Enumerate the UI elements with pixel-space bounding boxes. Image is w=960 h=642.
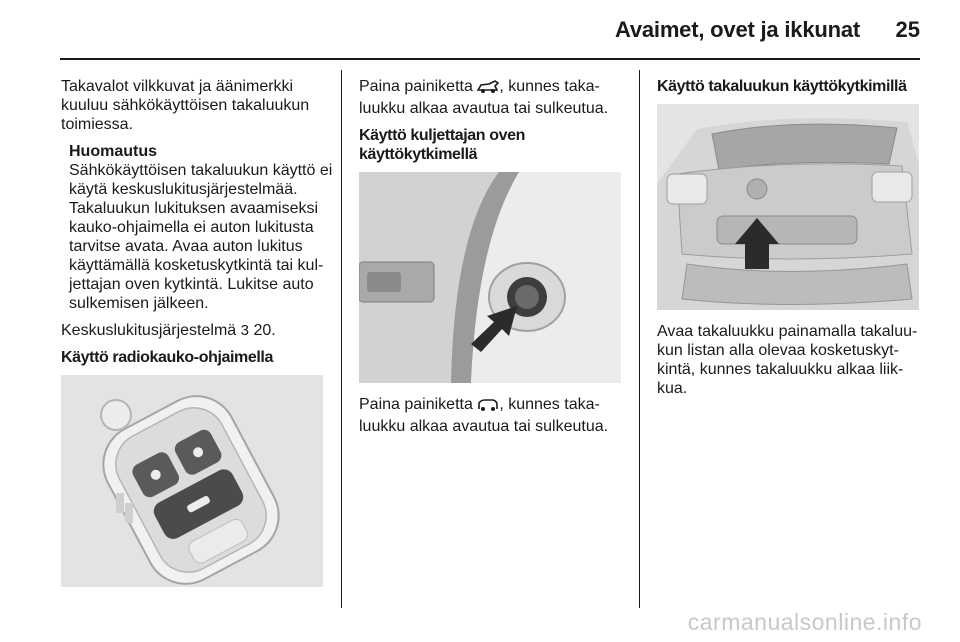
reference-text: Keskuslukitusjärjestelmä — [61, 322, 237, 339]
section-title: Avaimet, ovet ja ikkunat — [614, 17, 860, 42]
tailgate-switch-heading: Käyttö takaluukun käyttökytkimillä — [657, 78, 907, 95]
remote-control-heading: Käyttö radiokauko-ohjaimella — [61, 349, 273, 366]
instruction-after: , kunnes taka-luukku alkaa avautua tai sulkeutua. — [359, 396, 609, 435]
column-middle — [359, 77, 621, 444]
driver-door-heading: Käyttö kuljettajan oven käyttökytkimellä — [359, 127, 525, 163]
column-divider — [639, 70, 640, 608]
watermark: carmanualsonline.info — [687, 609, 922, 635]
tailgate-instruction: Avaa takaluukku painamalla takaluu-kun listan alla olevaa kosketuskyt-kintä, kunnes takaluukku alkaa liik-kua. — [657, 323, 918, 397]
note-box — [61, 142, 337, 313]
remote-instruction — [359, 77, 621, 118]
instruction-after: , kunnes taka-luukku alkaa avautua tai sulkeutua. — [359, 78, 609, 117]
column-left — [61, 77, 337, 587]
door-switch-instruction — [359, 395, 621, 436]
car-trunk-switch-icon — [477, 398, 499, 417]
column-right — [657, 77, 922, 406]
note-text: Sähkökäyttöisen takaluukun käyttö ei käytä keskuslukitusjärjestelmää. Takaluukun lukituksen avaamiseksi kauko-ohjaimella ei auton lukitusta tarvitse avata. Avaa auton lukitus käyttämällä kosketuskytkintä tai kul-jettajan oven kytkintä. Lukitse auto sulkemisen jälkeen. — [69, 162, 333, 312]
instruction-before: Paina painiketta — [359, 78, 473, 95]
instruction-before: Paina painiketta — [359, 396, 473, 413]
page-number: 25 — [895, 17, 920, 42]
column-divider — [341, 70, 342, 608]
cross-reference — [61, 321, 337, 340]
header-divider — [60, 58, 920, 60]
intro-paragraph: Takavalot vilkkuvat ja äänimerkki kuuluu sähkökäyttöisen takaluukun toimiessa. — [61, 78, 310, 133]
reference-arrow-icon: 3 — [240, 322, 249, 339]
remote-key-illustration — [61, 375, 323, 587]
reference-page[interactable]: 20. — [253, 322, 276, 339]
tailgate-switch-illustration — [657, 104, 919, 310]
note-title: Huomautus — [69, 143, 157, 160]
car-trunk-open-icon — [477, 80, 499, 99]
driver-door-switch-illustration — [359, 172, 621, 383]
